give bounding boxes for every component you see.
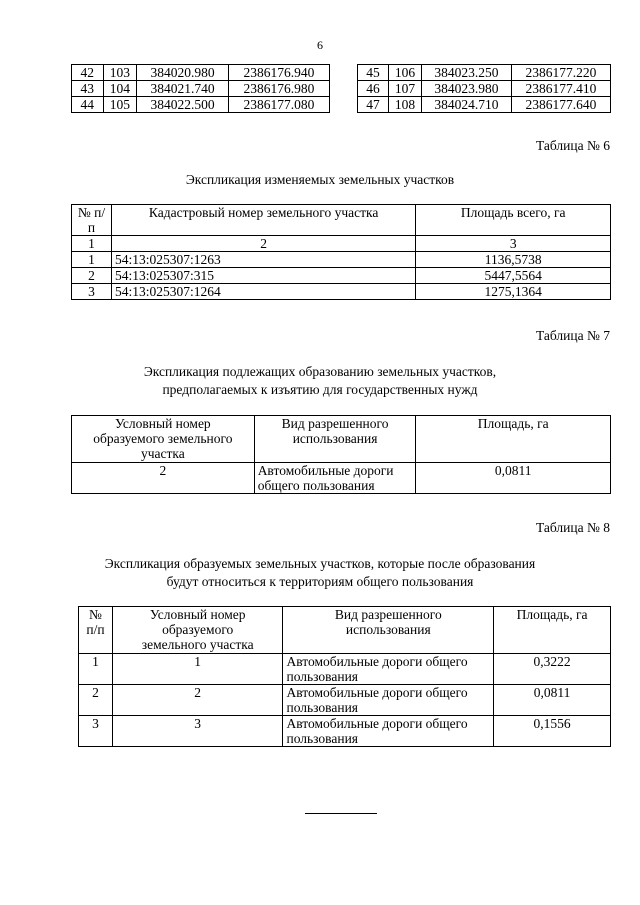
header-cell: Вид разрешенного использования bbox=[283, 607, 494, 654]
coords-table-left bbox=[71, 64, 330, 113]
cell: 3 bbox=[416, 236, 611, 252]
header-cell: Площадь, га bbox=[494, 607, 611, 654]
cell: 47 bbox=[358, 97, 389, 113]
table8-title-line1: Экспликация образуемых земельных участков, которые после образования bbox=[104, 556, 536, 571]
table-row bbox=[79, 716, 611, 747]
header-cell: Условный номер образуемого земельного участка bbox=[72, 416, 255, 463]
table-row bbox=[358, 65, 611, 81]
cell: 104 bbox=[103, 81, 137, 97]
header-cell: № п/п bbox=[79, 607, 113, 654]
cell: Автомобильные дороги общего пользования bbox=[283, 654, 494, 685]
end-divider bbox=[305, 813, 377, 814]
table-row bbox=[72, 268, 611, 284]
cell: 384020.980 bbox=[137, 65, 229, 81]
table-row bbox=[72, 284, 611, 300]
cell: 42 bbox=[72, 65, 104, 81]
cell: 384023.980 bbox=[422, 81, 512, 97]
cell: 44 bbox=[72, 97, 104, 113]
table7-title-line1: Экспликация подлежащих образованию земельных участков, bbox=[143, 364, 497, 379]
cell: 1 bbox=[79, 654, 113, 685]
table7 bbox=[71, 415, 611, 494]
header-cell: Кадастровый номер земельного участка bbox=[111, 205, 415, 236]
cell: 2 bbox=[72, 463, 255, 494]
cell: 3 bbox=[79, 716, 113, 747]
cell: 2386177.080 bbox=[228, 97, 329, 113]
coords-table-right bbox=[357, 64, 611, 113]
table-row bbox=[72, 65, 330, 81]
table-header-row bbox=[72, 205, 611, 236]
cell: Автомобильные дороги общего пользования bbox=[254, 463, 416, 494]
table-row bbox=[79, 654, 611, 685]
table-row bbox=[72, 97, 330, 113]
cell: 45 bbox=[358, 65, 389, 81]
cell: 2 bbox=[72, 268, 112, 284]
cell: 54:13:025307:1263 bbox=[111, 252, 415, 268]
cell: 2 bbox=[111, 236, 415, 252]
cell: 384021.740 bbox=[137, 81, 229, 97]
table8-label: Таблица № 8 bbox=[536, 520, 610, 535]
cell: Автомобильные дороги общего пользования bbox=[283, 716, 494, 747]
cell: 0,1556 bbox=[494, 716, 611, 747]
cell: 384023.250 bbox=[422, 65, 512, 81]
cell: 1 bbox=[112, 654, 283, 685]
cell: 0,3222 bbox=[494, 654, 611, 685]
cell: 2386176.980 bbox=[228, 81, 329, 97]
table-row bbox=[72, 463, 611, 494]
cell: 107 bbox=[388, 81, 421, 97]
table-row bbox=[72, 236, 611, 252]
cell: 54:13:025307:315 bbox=[111, 268, 415, 284]
cell: 1136,5738 bbox=[416, 252, 611, 268]
cell: 54:13:025307:1264 bbox=[111, 284, 415, 300]
table-row bbox=[79, 685, 611, 716]
cell: 108 bbox=[388, 97, 421, 113]
header-cell: Площадь, га bbox=[416, 416, 611, 463]
table8-title-line2: будут относиться к территориям общего пользования bbox=[166, 574, 474, 589]
cell: 2386177.220 bbox=[511, 65, 610, 81]
cell: 3 bbox=[112, 716, 283, 747]
cell: 1275,1364 bbox=[416, 284, 611, 300]
cell: 1 bbox=[72, 236, 112, 252]
cell: 2386177.640 bbox=[511, 97, 610, 113]
table6-title: Экспликация изменяемых земельных участков bbox=[185, 172, 455, 187]
table6 bbox=[71, 204, 611, 300]
cell: 2 bbox=[112, 685, 283, 716]
table-row bbox=[358, 97, 611, 113]
header-cell: № п/п bbox=[72, 205, 112, 236]
table-row bbox=[72, 81, 330, 97]
cell: 106 bbox=[388, 65, 421, 81]
cell: 103 bbox=[103, 65, 137, 81]
table-row bbox=[72, 252, 611, 268]
cell: 1 bbox=[72, 252, 112, 268]
cell: 46 bbox=[358, 81, 389, 97]
header-cell: Условный номер образуемого земельного участка bbox=[112, 607, 283, 654]
cell: 384024.710 bbox=[422, 97, 512, 113]
table-row bbox=[358, 81, 611, 97]
table7-label: Таблица № 7 bbox=[536, 328, 610, 343]
cell: 5447,5564 bbox=[416, 268, 611, 284]
page-number: 6 bbox=[317, 38, 323, 52]
table8 bbox=[78, 606, 611, 747]
header-cell: Вид разрешенного использования bbox=[254, 416, 416, 463]
cell: 43 bbox=[72, 81, 104, 97]
cell: 2386177.410 bbox=[511, 81, 610, 97]
cell: 3 bbox=[72, 284, 112, 300]
cell: 384022.500 bbox=[137, 97, 229, 113]
table7-title-line2: предполагаемых к изъятию для государственных нужд bbox=[162, 382, 478, 397]
table-header-row bbox=[79, 607, 611, 654]
cell: 2 bbox=[79, 685, 113, 716]
table-header-row bbox=[72, 416, 611, 463]
header-cell: Площадь всего, га bbox=[416, 205, 611, 236]
cell: 0,0811 bbox=[494, 685, 611, 716]
table6-label: Таблица № 6 bbox=[536, 138, 610, 153]
cell: Автомобильные дороги общего пользования bbox=[283, 685, 494, 716]
cell: 0,0811 bbox=[416, 463, 611, 494]
cell: 105 bbox=[103, 97, 137, 113]
cell: 2386176.940 bbox=[228, 65, 329, 81]
